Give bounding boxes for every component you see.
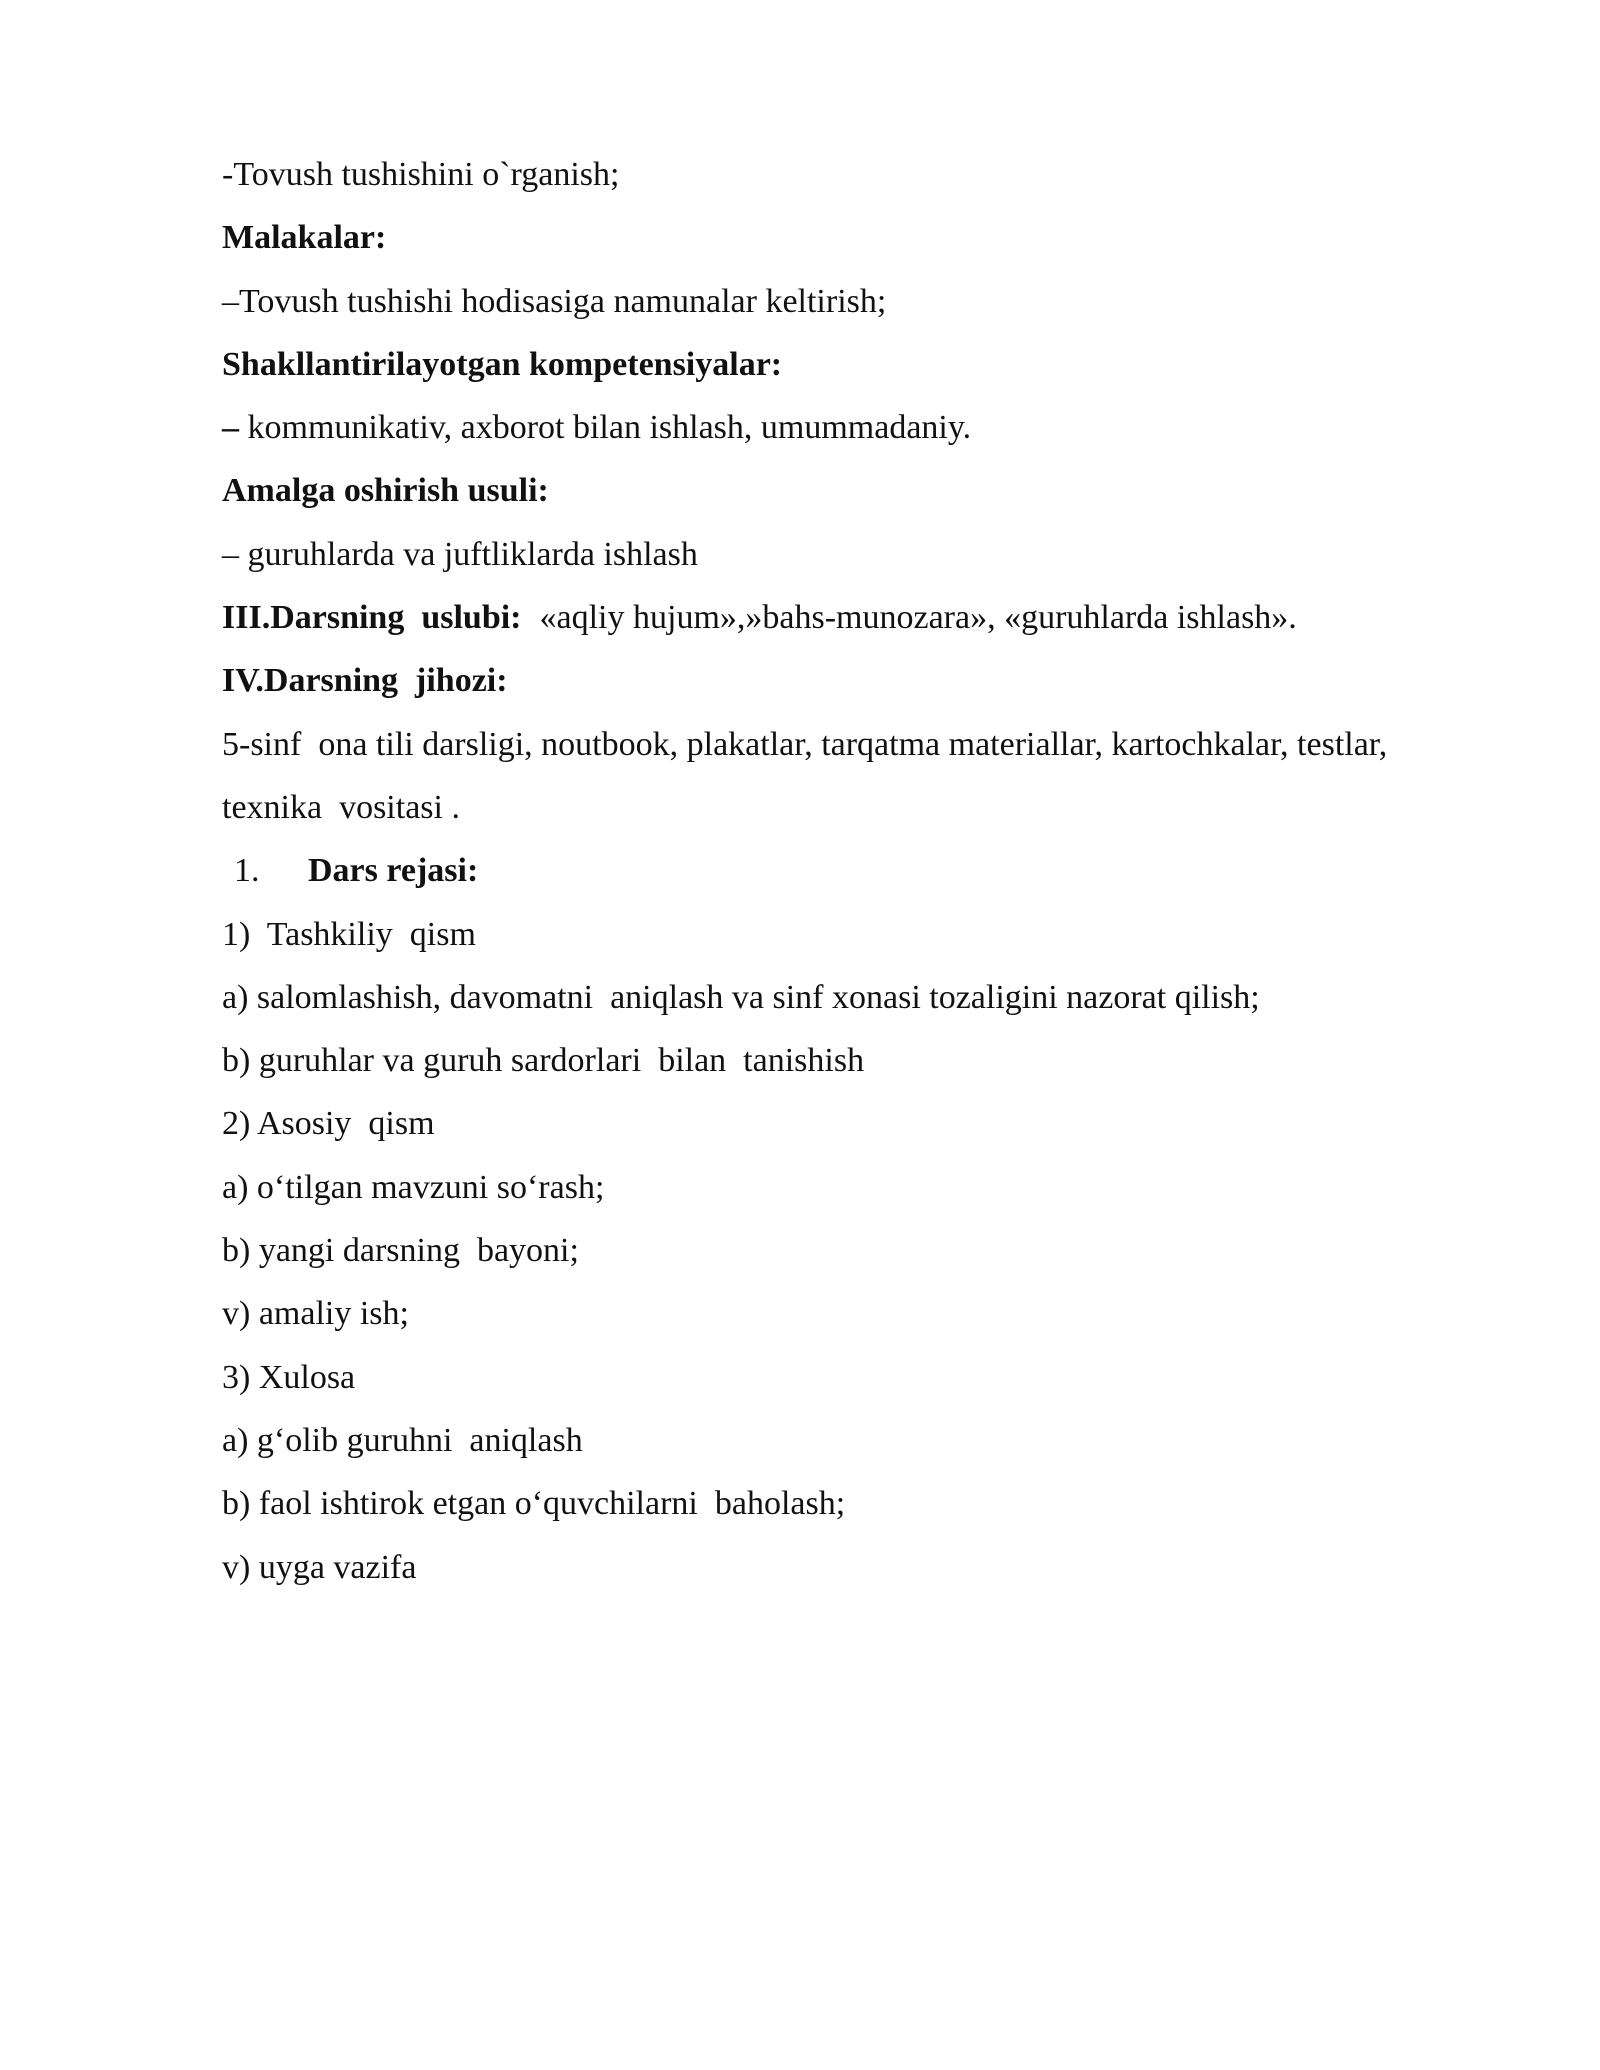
text-line-jihozi-2: texnika vositasi .	[222, 788, 460, 826]
plan-subitem: v) uyga vazifa	[222, 1548, 417, 1586]
text-line-amalga-oshirish-item: – guruhlarda va juftliklarda ishlash	[222, 535, 698, 573]
text-line-malakalar-item: –Tovush tushishi hodisasiga namunalar keltirish;	[222, 282, 887, 320]
plan-subitem: a) g‘olib guruhni aniqlash	[222, 1421, 583, 1459]
heading-darsning-jihozi: IV.Darsning jihozi:	[222, 662, 508, 700]
plan-item-asosiy-qism: 2) Asosiy qism	[222, 1105, 435, 1143]
plan-subitem: b) faol ishtirok etgan o‘quvchilarni baholash;	[222, 1485, 846, 1523]
plan-subitem: a) o‘tilgan mavzuni so‘rash;	[222, 1168, 605, 1206]
plan-subitem: b) yangi darsning bayoni;	[222, 1232, 579, 1270]
dars-rejasi-label: Dars rejasi:	[308, 852, 479, 890]
darsning-uslubi-text: «aqliy hujum»,»bahs-munozara», «guruhlarda ishlash».	[539, 599, 1297, 637]
label-darsning-uslubi: III.Darsning uslubi:	[222, 599, 522, 637]
heading-malakalar: Malakalar:	[222, 219, 387, 257]
plan-subitem: a) salomlashish, davomatni aniqlash va sinf xonasi tozaligini nazorat qilish;	[222, 978, 1260, 1016]
text-line-darsning-uslubi	[222, 586, 1522, 649]
heading-amalga-oshirish: Amalga oshirish usuli:	[222, 472, 549, 510]
plan-item-xulosa: 3) Xulosa	[222, 1358, 356, 1396]
kompetensiyalar-text: kommunikativ, axborot bilan ishlash, umummadaniy.	[239, 409, 972, 447]
text-line-tovush-organish: -Tovush tushishini o`rganish;	[222, 156, 620, 193]
heading-dars-rejasi	[222, 839, 1522, 902]
dash-bullet: –	[222, 409, 239, 447]
document-page	[222, 143, 1522, 1599]
plan-subitem: v) amaliy ish;	[222, 1295, 409, 1333]
plan-subitem: b) guruhlar va guruh sardorlari bilan tanishish	[222, 1042, 865, 1080]
list-number: 1.	[234, 852, 260, 890]
plan-item-tashkiliy-qism: 1) Tashkiliy qism	[222, 915, 476, 953]
heading-kompetensiyalar: Shakllantirilayotgan kompetensiyalar:	[222, 345, 783, 383]
text-line-jihozi-1: 5-sinf ona tili darsligi, noutbook, plakatlar, tarqatma materiallar, kartochkalar, testlar,	[222, 725, 1388, 763]
text-line-kompetensiyalar-item	[222, 396, 1522, 459]
